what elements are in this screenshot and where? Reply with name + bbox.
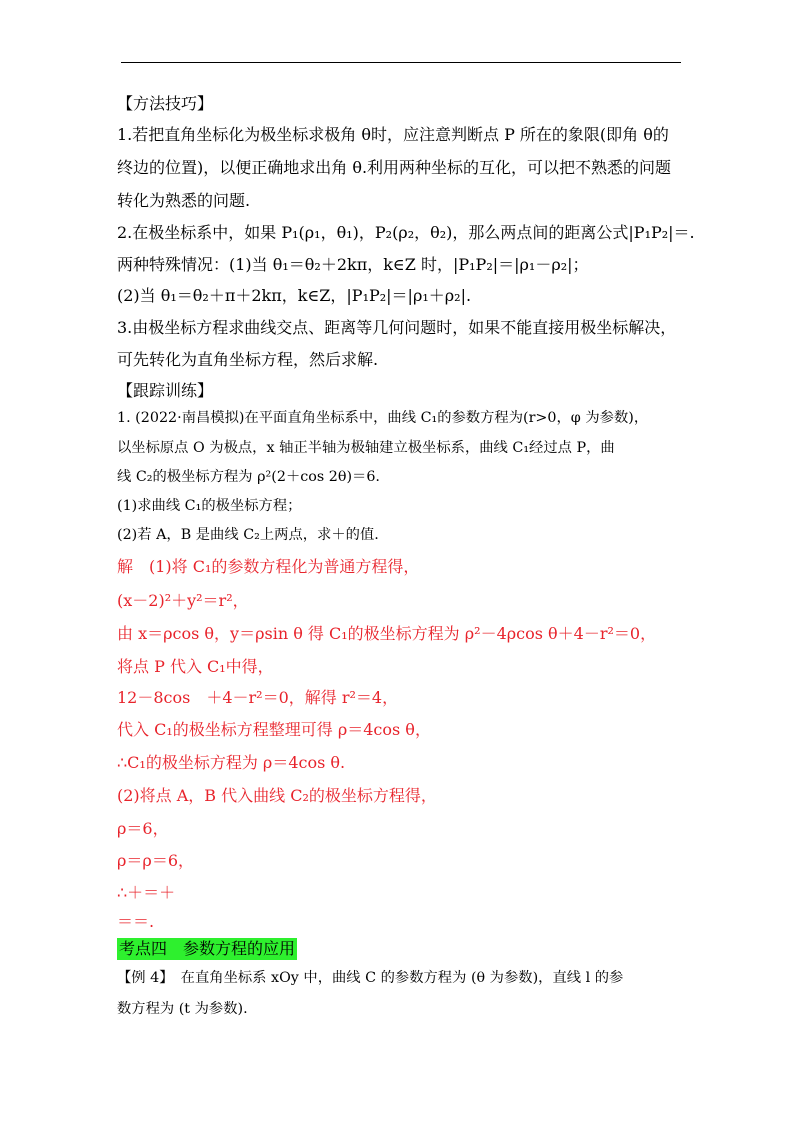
- tip-3-line-2: 可先转化为直角坐标方程，然后求解.: [117, 350, 379, 369]
- tip-2-line-2: 两种特殊情况：(1)当 θ₁＝θ₂＋2kπ，k∈Z 时，|P₁P₂|＝|ρ₁－ρ₂|；: [117, 255, 589, 274]
- problem-1-line-3: 线 C₂的极坐标方程为 ρ²(2＋cos 2θ)＝6.: [117, 469, 380, 485]
- solution-line-11: ∴＋＝＋: [117, 883, 176, 902]
- highlighted-heading: 考点四 参数方程的应用: [119, 939, 296, 958]
- example-4-line-2: 数方程为 (t 为参数).: [117, 1001, 248, 1017]
- tip-3-line-1: 3.由极坐标方程求曲线交点、距离等几何问题时，如果不能直接用极坐标解决，: [117, 318, 677, 337]
- solution-line-9: ρ＝6，: [117, 819, 169, 838]
- tip-2-line-3: (2)当 θ₁＝θ₂＋π＋2kπ，k∈Z，|P₁P₂|＝|ρ₁＋ρ₂|.: [117, 286, 472, 305]
- tip-1-line-3: 转化为熟悉的问题.: [117, 191, 251, 210]
- solution-line-5: 12－8cos ＋4－r²＝0，解得 r²＝4，: [117, 688, 399, 707]
- solution-line-10: ρ＝ρ＝6，: [117, 851, 194, 870]
- solution-line-6: 代入 C₁的极坐标方程整理可得 ρ＝4cos θ，: [117, 720, 431, 739]
- tip-2-line-1: 2.在极坐标系中，如果 P₁(ρ₁，θ₁)，P₂(ρ₂，θ₂)，那么两点间的距离公式|P₁P₂|＝.: [117, 223, 695, 242]
- solution-line-12: ＝＝.: [117, 912, 155, 931]
- problem-1-line-1: 1. (2022·南昌模拟)在平面直角坐标系中，曲线 C₁的参数方程为(r>0，φ 为参数)，: [117, 410, 649, 426]
- problem-1-line-2: 以坐标原点 O 为极点，x 轴正半轴为极轴建立极坐标系，曲线 C₁经过点 P，曲: [117, 440, 615, 456]
- section-heading-topic-4: [117, 941, 297, 957]
- solution-line-3: 由 x＝ρcos θ，y＝ρsin θ 得 C₁的极坐标方程为 ρ²－4ρcos θ＋4－r²＝0，: [117, 624, 657, 643]
- tip-1-line-2: 终边的位置)，以便正确地求出角 θ.利用两种坐标的互化，可以把不熟悉的问题: [117, 158, 672, 177]
- header-rule: [121, 62, 681, 63]
- problem-1-part-1: (1)求曲线 C₁的极坐标方程；: [117, 498, 302, 514]
- solution-line-8: (2)将点 A，B 代入曲线 C₂的极坐标方程得，: [117, 786, 437, 805]
- solution-line-2: (x－2)²＋y²＝r²，: [117, 591, 249, 610]
- section-heading-method-tips: 【方法技巧】: [117, 94, 214, 113]
- problem-1-part-2: (2)若 A，B 是曲线 C₂上两点，求＋的值.: [117, 527, 379, 543]
- tip-1-line-1: 1.若把直角坐标化为极坐标求极角 θ时，应注意判断点 P 所在的象限(即角 θ的: [117, 125, 669, 144]
- section-heading-practice: 【跟踪训练】: [117, 381, 214, 400]
- example-4-line-1: 【例 4】 在直角坐标系 xOy 中，曲线 C 的参数方程为 (θ 为参数)，直线 l 的参: [117, 970, 624, 986]
- solution-line-4: 将点 P 代入 C₁中得，: [117, 657, 274, 676]
- solution-line-7: ∴C₁的极坐标方程为 ρ＝4cos θ.: [117, 753, 346, 772]
- solution-line-1: 解 (1)将 C₁的参数方程化为普通方程得，: [117, 557, 420, 576]
